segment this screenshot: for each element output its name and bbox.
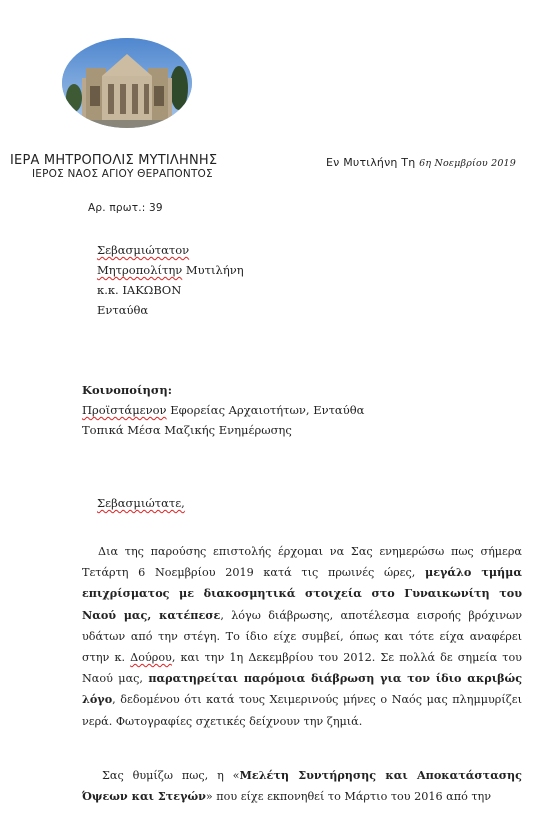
church-name: ΙΕΡΟΣ ΝΑΟΣ ΑΓΙΟΥ ΘΕΡΑΠΟΝΤΟΣ [32,168,213,180]
recipient-line-3: κ.κ. ΙΑΚΩΒΟΝ [97,283,182,297]
date-prefix: Εν Μυτιλήνη Τη [326,156,416,169]
institution-name: ΙΕΡΑ ΜΗΤΡΟΠΟΛΙΣ ΜΥΤΙΛΗΝΗΣ [10,153,218,168]
date-value: 6η Νοεμβρίου 2019 [419,158,517,169]
salutation: Σεβασμιώτατε, [97,496,185,510]
protocol-number: Αρ. πρωτ.: 39 [88,202,163,214]
cc-block [82,380,364,440]
church-building-icon [62,38,192,128]
cc-title: Κοινοποίηση: [82,383,172,397]
cc-line-2: Τοπικά Μέσα Μαζικής Ενημέρωσης [82,423,292,437]
recipient-line-2: Μητροπολίτην Μυτιλήνη [97,263,244,277]
recipient-block [97,240,244,320]
church-logo [62,38,192,128]
body-paragraph-1: Δια της παρούσης επιστολής έρχομαι να Σας ενημερώσω πως σήμερα Τετάρτη 6 Νοεμβρίου 2019 κατά τις πρωινές ώρες, μεγάλο τμήμα επιχρίσματος με διακοσμητικά στοιχεία στο Γυναικωνίτη του Ναού μας, κατέπεσε, λόγω διάβρωσης, αποτέλεσμα εισροής βρόχινων υδάτων από την στέγη. Το ίδιο είχε συμβεί, όπως και τότε είχα αναφέρει στην κ. Δούρου, και την 1η Δεκεμβρίου του 2012. Σε πολλά δε σημεία του Ναού μας, παρατηρείται παρόμοια διάβρωση για τον ίδιο ακριβώς λόγο, δεδομένου ότι κατά τους Χειμερινούς μήνες ο Ναός μας πλημμυρίζει νερά. Φωτογραφίες σχετικές δείχνουν την ζημιά. [82,545,522,728]
recipient-line-1: Σεβασμιώτατον [97,243,190,257]
body-paragraph-2: Σας θυμίζω πως, η «Μελέτη Συντήρησης και Αποκατάστασης Όψεων και Στεγών» που είχε εκπονηθεί το Μάρτιο του 2016 από την [82,768,522,804]
date-line [326,156,516,169]
recipient-line-4: Ενταύθα [97,303,149,317]
cc-line-1: Προϊστάμενον Εφορείας Αρχαιοτήτων, Ενταύθα [82,403,365,417]
